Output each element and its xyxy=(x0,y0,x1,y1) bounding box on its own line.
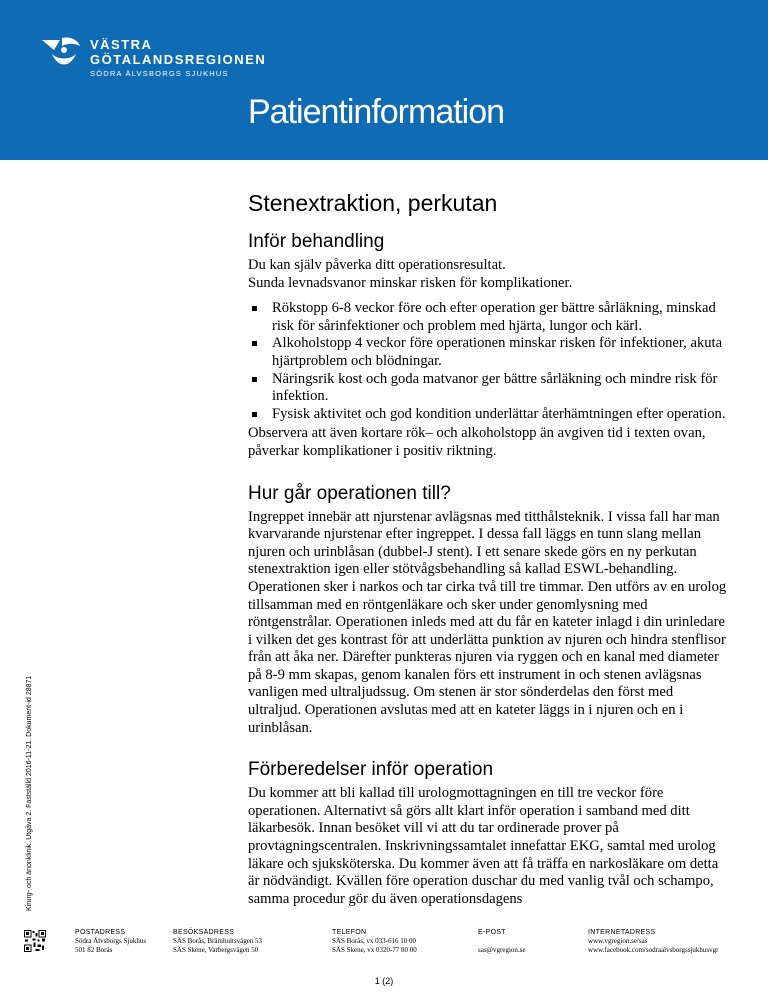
body-paragraph: Ingreppet innebär att njurstenar avlägsnas med titthålsteknik. I vissa fall har man kvarvarande njurstenar efter ingreppet. I dessa fall läggs en tunn slang mellan njuren och urinblåsan (dubbel-J stent). I ett senare skede görs en ny perkutan stenextraktion igen eller stötvågsbehandling så kallad ESWL-behandling. Operationen sker i narkos och tar cirka två till tre timmar. Den utförs av en urolog tillsamman med en röntgenläkare och sker under genomlysning med röntgenstrålar. Operationen inleds med att du får en kateter inlagd i din urinledare i vilken det ges kontrast för att underlätta punktion av njuren och hindra stenflisor från att åka ner. Därefter punkteras njuren via ryggen och en kanal med diameter på 8-9 mm skapas, genom kanalen förs ett instrument in och stenen avlägsnas vanligen med ultraljudssug. Om stenen är stor sönderdelas den först med ultraljud. Operationen avslutas med att en kateter läggs in i njuren och en i urinblåsan. xyxy=(248,508,727,736)
org-line1: VÄSTRA xyxy=(90,37,153,52)
footer-value: SÄS Borås, Brämhultsvägen 53 xyxy=(173,937,263,945)
footer-internetadress xyxy=(588,928,718,955)
footer-label: INTERNETADRESS xyxy=(588,929,656,936)
section-heading: Hur går operationen till? xyxy=(248,482,451,504)
footer-postadress xyxy=(75,928,146,955)
footer-web-link[interactable]: www.vgregion.se/sas xyxy=(588,937,648,945)
footer-epost xyxy=(478,928,525,955)
footer-label: E-POST xyxy=(478,929,506,936)
footer-facebook-link[interactable]: www.facebook.com/sodraalvsborgssjukhusvgr xyxy=(588,946,719,954)
footer-value: SÄS Borås, vx 033-616 10 00 xyxy=(332,937,417,945)
footer-label: POSTADRESS xyxy=(75,929,126,936)
note-paragraph: Observera att även kortare rök– och alkoholstopp än avgiven tid i texten ovan, påverkar komplikationer i positiv riktning. xyxy=(248,425,706,459)
section-heading: Förberedelser inför operation xyxy=(248,759,494,781)
footer-label: TELEFON xyxy=(332,929,367,936)
intro-line: Du kan själv påverka ditt operationsresultat. xyxy=(248,257,506,273)
footer-telefon xyxy=(332,928,417,955)
banner-title: Patientinformation xyxy=(248,93,505,131)
bullet-list xyxy=(248,300,728,423)
document-title: Stenextraktion, perkutan xyxy=(248,190,498,216)
footer-besoksadress xyxy=(173,928,262,955)
section-operation xyxy=(248,483,728,738)
section-heading: Inför behandling xyxy=(248,231,385,252)
side-document-id: Kirurg- och änonklinik. Utgåva 2. Fastställd 2016-11-21. Dokument-id 28871 xyxy=(26,675,33,911)
document-body xyxy=(248,190,728,908)
footer-value xyxy=(478,937,525,946)
vgr-logo-icon xyxy=(40,34,84,74)
intro-line: Sunda levnadsvanor minskar risken för komplikationer. xyxy=(248,274,573,291)
qr-code-icon xyxy=(24,930,46,952)
body-paragraph: Du kommer att bli kallad till urologmottagningen en till tre veckor före operationen. Alternativt så görs allt klart inför operation i samband med ditt läkarbesök. Innan besöket vill vi att du tar ordinerade prover på provtagningscentralen. Inskrivningssamtalet innefattar EKG, samtal med urolog läkare och sjuksköterska. Du kommer även att få träffa en narkosläkare om detta är nödvändigt. Kvällen före operation duschar du med vanlig tvål och schampo, samma procedur gör du även operationsdagens xyxy=(248,785,719,907)
footer-email-link[interactable]: sas@vgregion.se xyxy=(478,946,526,954)
list-item: Alkoholstopp 4 veckor före operationen minskar risken för infektioner, akuta hjärtproblem och blödningar. xyxy=(248,335,728,370)
org-line3: SÖDRA ÄLVSBORGS SJUKHUS xyxy=(90,69,229,78)
org-line2: GÖTALANDSREGIONEN xyxy=(90,52,267,67)
org-name xyxy=(90,38,266,78)
footer-value: Södra Älvsborgs Sjukhus xyxy=(75,937,147,945)
footer-value: SÄS Skene, vx 0320-77 80 00 xyxy=(332,946,417,954)
footer-value: 501 82 Borås xyxy=(75,946,113,954)
page-number: 1 (2) xyxy=(374,976,394,986)
list-item: Rökstopp 6-8 veckor före och efter operation ger bättre sårläkning, minskad risk för sårinfektioner och problem med hjärta, lungor och kärl. xyxy=(248,300,728,335)
section-forberedelser xyxy=(248,759,728,908)
section-infor-behandling xyxy=(248,231,728,461)
footer-value: SÄS Skene, Varbergsvägen 50 xyxy=(173,946,259,954)
list-item: Fysisk aktivitet och god kondition underlättar återhämtningen efter operation. xyxy=(248,406,728,424)
list-item: Näringsrik kost och goda matvanor ger bättre sårläkning och mindre risk för infektion. xyxy=(248,371,728,406)
footer-label: BESÖKSADRESS xyxy=(173,929,235,936)
header-banner xyxy=(0,0,768,160)
